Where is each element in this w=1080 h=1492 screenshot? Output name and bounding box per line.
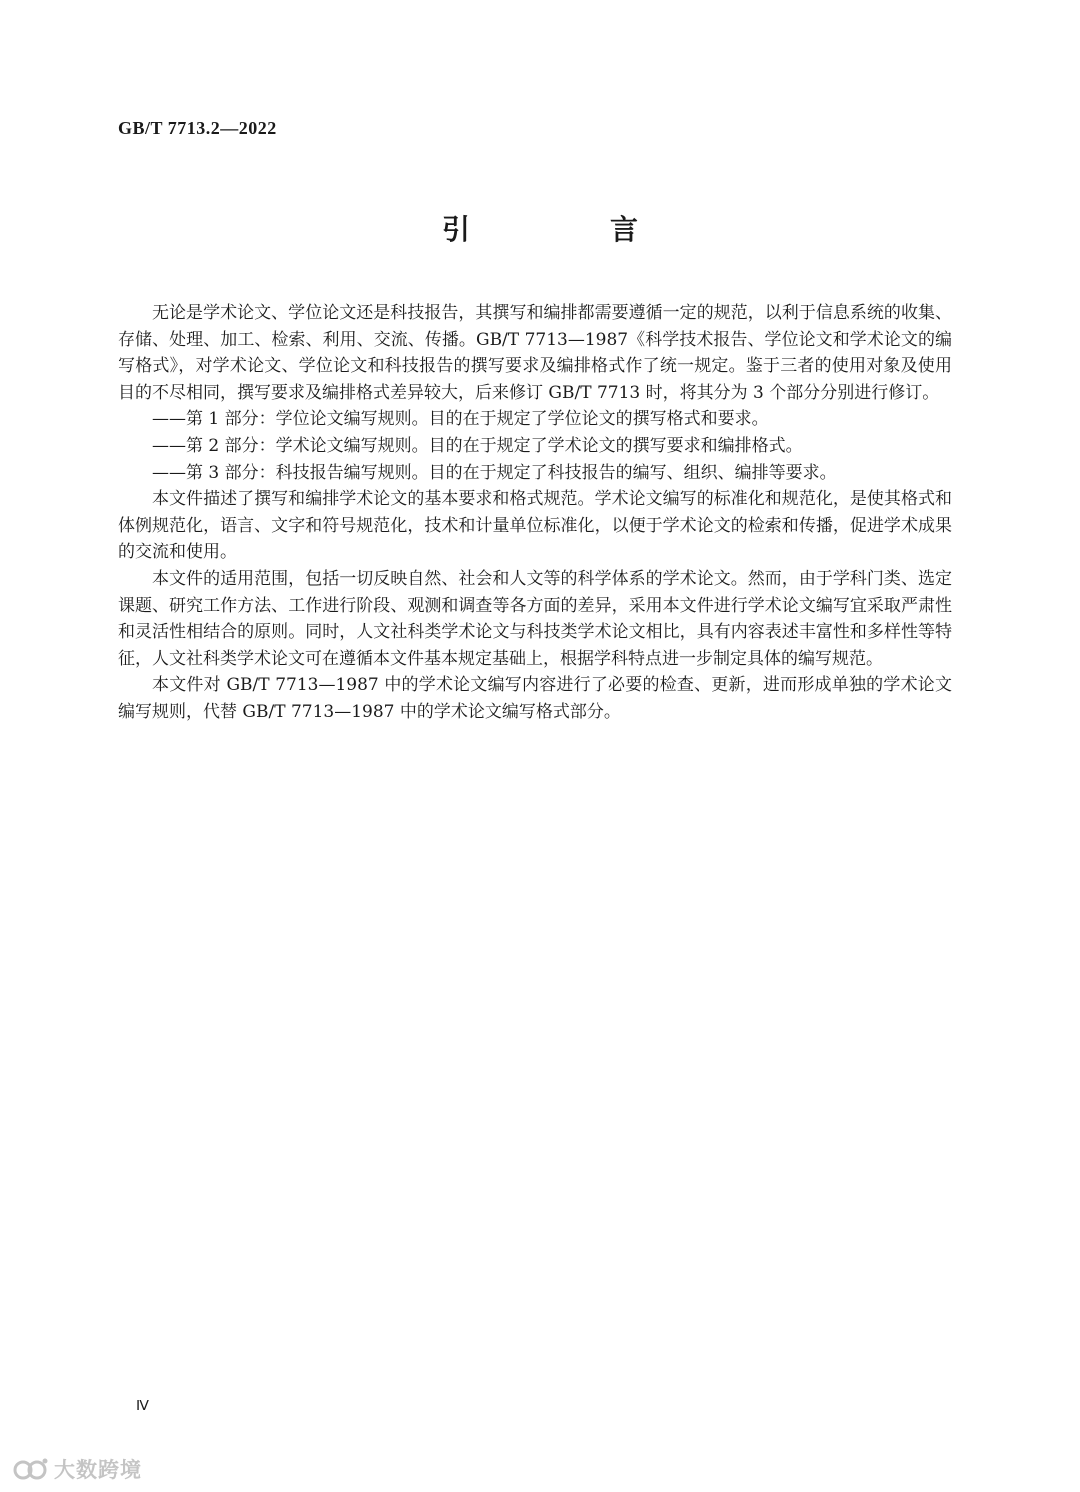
watermark	[12, 1454, 142, 1484]
list-item: ——第 2 部分：学术论文编写规则。目的在于规定了学术论文的撰写要求和编排格式。	[152, 435, 803, 456]
paragraph: 无论是学术论文、学位论文还是科技报告，其撰写和编排都需要遵循一定的规范，以利于信息系统的收集、存储、处理、加工、检索、利用、交流、传播。GB/T 7713—1987《科学技术报告、学位论文和学术论文的编写格式》，对学术论文、学位论文和科技报告的撰写要求及编排格式作了统一规定。鉴于三者的使用对象及使用目的不尽相同，撰写要求及编排格式差异较大，后来修订 GB/T 7713 时，将其分为 3 个部分分别进行修订。	[118, 303, 952, 403]
standard-code: GB/T 7713.2—2022	[118, 118, 277, 138]
paragraph: 本文件的适用范围，包括一切反映自然、社会和人文等的科学体系的学术论文。然而，由于学科门类、选定课题、研究工作方法、工作进行阶段、观测和调查等各方面的差异，采用本文件进行学术论文编写宜采取严肃性和灵活性相结合的原则。同时，人文社科类学术论文与科技类学术论文相比，具有内容表述丰富性和多样性等特征，人文社科类学术论文可在遵循本文件基本规定基础上，根据学科特点进一步制定具体的编写规范。	[118, 568, 952, 669]
list-item: ——第 1 部分：学位论文编写规则。目的在于规定了学位论文的撰写格式和要求。	[152, 409, 769, 430]
watermark-text: 大数跨境	[54, 1458, 142, 1482]
page-number: Ⅳ	[136, 1399, 149, 1414]
paragraph: 本文件描述了撰写和编排学术论文的基本要求和格式规范。学术论文编写的标准化和规范化，是使其格式和体例规范化，语言、文字和符号规范化，技术和计量单位标准化，以便于学术论文的检索和传播，促进学术成果的交流和使用。	[118, 489, 952, 563]
page-title: 引 言	[441, 213, 694, 246]
list-item: ——第 3 部分：科技报告编写规则。目的在于规定了科技报告的编写、组织、编排等要求。	[152, 462, 837, 483]
double-circle-logo-icon	[12, 1456, 50, 1482]
body-text	[118, 300, 952, 726]
paragraph: 本文件对 GB/T 7713—1987 中的学术论文编写内容进行了必要的检查、更新，进而形成单独的学术论文编写规则，代替 GB/T 7713—1987 中的学术论文编写格式部分。	[118, 675, 952, 722]
